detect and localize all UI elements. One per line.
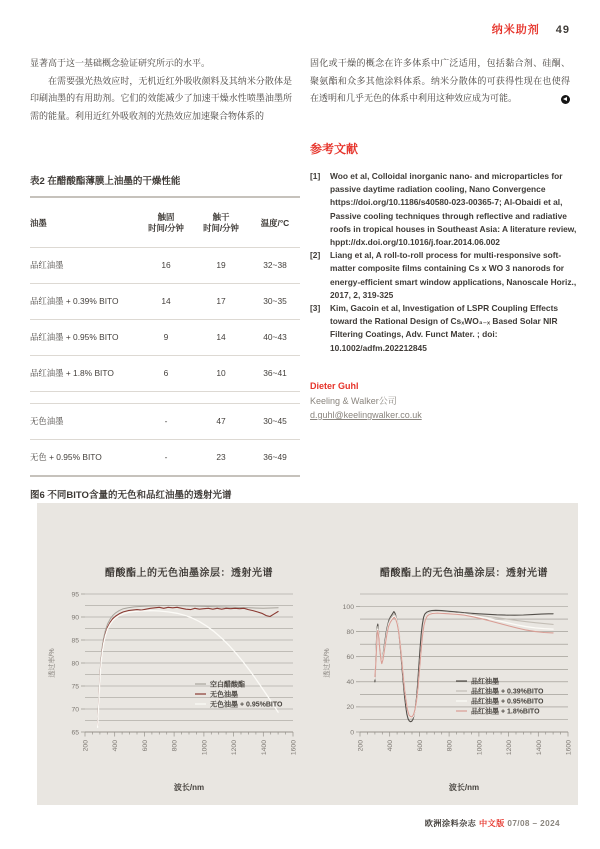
table-cell-label: 品红油墨 + 0.39% BITO — [30, 296, 119, 306]
references-list — [310, 170, 578, 355]
svg-text:1400: 1400 — [535, 740, 543, 756]
figure-box — [37, 503, 578, 805]
svg-text:40: 40 — [346, 679, 354, 687]
svg-text:800: 800 — [171, 740, 179, 752]
svg-text:400: 400 — [387, 740, 395, 752]
table-row — [30, 284, 300, 320]
legend-label: 品红油墨 + 0.95%BITO — [471, 698, 544, 706]
svg-text:200: 200 — [82, 740, 90, 752]
svg-text:400: 400 — [112, 740, 120, 752]
table-cell-label: 无色 + 0.95% BITO — [30, 452, 102, 462]
reference-item: [1] Woo et al, Colloidal inorganic nano- and microparticles for passive daytime radiation cooling, Nano Convergence https://doi.org/10.1186/s40580-023-00365-7; Al-Obaidi et al, Passive cooling techniques through reflective and radiative roofs in tropical houses in Southeast Asia: A literature review, hppt://dx.doi.org/10.1016/j.foar.2014.06.002 — [310, 171, 577, 248]
series-line — [98, 611, 279, 728]
author-email-link[interactable]: d.guhl@keelingwalker.co.uk — [310, 410, 422, 420]
svg-text:65: 65 — [71, 729, 79, 737]
table-row — [30, 248, 300, 284]
svg-text:1200: 1200 — [506, 740, 514, 756]
table-cell-value: 30~35 — [263, 296, 287, 306]
svg-text:0: 0 — [350, 729, 354, 737]
table-cell-label: 品红油墨 + 1.8% BITO — [30, 368, 114, 378]
chart-title-right: 醋酸酯上的无色油墨涂层：透射光谱 — [380, 568, 548, 579]
table-cell-value: 47 — [216, 416, 226, 426]
figure-caption: 图6 不同BITO含量的无色和品红油墨的透射光谱 — [30, 490, 232, 501]
references-heading: 参考文献 — [310, 142, 359, 156]
legend-label: 无色油墨 — [210, 691, 238, 699]
svg-text:70: 70 — [71, 706, 79, 714]
table-column-header: 温度/°C — [260, 217, 290, 228]
table-cell-value: 19 — [216, 260, 226, 270]
author-name: Dieter Guhl — [310, 381, 359, 391]
svg-text:100: 100 — [342, 603, 354, 611]
svg-text:1400: 1400 — [260, 740, 268, 756]
svg-text:透过率/%: 透过率/% — [49, 648, 56, 678]
issue-label: 07/08 – 2024 — [507, 819, 560, 828]
table-cell-value: 6 — [163, 368, 169, 378]
legend-label: 无色油墨 + 0.95%BITO — [210, 701, 283, 709]
legend-label: 空白醋酸酯 — [210, 681, 245, 689]
table-cell-value: 9 — [163, 332, 169, 342]
table-cell-value: 30~45 — [263, 416, 287, 426]
svg-text:60: 60 — [346, 654, 354, 661]
right-column-text — [310, 55, 570, 108]
transmission-chart-magenta — [320, 588, 578, 800]
references-section — [310, 140, 578, 355]
svg-text:90: 90 — [71, 614, 79, 622]
page-footer — [425, 818, 560, 829]
table-cell-value: 40~43 — [263, 332, 287, 342]
table-header-row — [30, 197, 300, 248]
paragraph — [310, 55, 570, 108]
svg-text:800: 800 — [446, 740, 454, 752]
table-cell-value: 32~38 — [263, 260, 287, 270]
svg-text:200: 200 — [357, 740, 365, 752]
reference-item: [2] Liang et al, A roll-to-roll process for multi-responsive soft-matter composite films containing Cs x WO 3 nanorods for energy-efficient smart window applications, Nanoscale Horiz., 2017, 2, 319-325 — [310, 250, 577, 300]
paragraph: 显著高于这一基础概念验证研究所示的水平。 — [30, 58, 211, 68]
table-row — [30, 440, 300, 477]
legend-label: 品红油墨 — [471, 678, 499, 686]
table-body — [30, 248, 300, 477]
table-cell-label: 品红油墨 — [30, 260, 64, 270]
table-column-header: 触固 时间/分钟 — [148, 212, 184, 233]
paragraph-text: 固化或干燥的概念在许多体系中广泛适用，包括黏合剂、硅酮、聚氨酯和众多其他涂料体系。纳米分散体的可获得性现在也使得在透明和几乎无色的体系中利用这种效应成为可能。 — [310, 58, 570, 104]
transmission-chart-colorless — [45, 588, 303, 800]
drying-performance-table — [30, 196, 300, 477]
svg-text:1000: 1000 — [476, 740, 484, 756]
svg-text:600: 600 — [416, 740, 424, 752]
table-cell-label: 品红油墨 + 0.95% BITO — [30, 332, 119, 342]
chart-title-left: 醋酸酯上的无色油墨涂层：透射光谱 — [105, 568, 273, 579]
table-row — [30, 320, 300, 356]
legend-label: 品红油墨 + 0.39%BITO — [471, 688, 544, 696]
svg-text:80: 80 — [346, 628, 354, 636]
page-header — [492, 21, 570, 37]
table-cell-value: 17 — [216, 296, 226, 306]
svg-text:1600: 1600 — [290, 740, 298, 756]
svg-text:85: 85 — [71, 637, 79, 645]
table-row — [30, 404, 300, 440]
table-cell-value: 10 — [216, 368, 226, 378]
table-cell-value: 36~49 — [263, 452, 287, 462]
page-number: 49 — [555, 24, 570, 36]
svg-text:1600: 1600 — [565, 740, 573, 756]
drying-performance-table-block — [30, 173, 300, 477]
svg-text:95: 95 — [71, 591, 79, 599]
svg-text:透过率/%: 透过率/% — [324, 648, 331, 678]
svg-text:20: 20 — [346, 704, 354, 712]
svg-text:600: 600 — [141, 740, 149, 752]
table-cell-label: 无色油墨 — [30, 416, 64, 426]
table-column-header: 油墨 — [30, 217, 47, 228]
journal-name: 欧洲涂料杂志 — [424, 819, 477, 828]
table-title: 表2 在醋酸酯薄膜上油墨的干燥性能 — [30, 176, 181, 187]
table-cell-value: - — [164, 416, 168, 426]
author-block — [310, 379, 422, 423]
table-cell-value: 14 — [216, 332, 226, 342]
svg-text:1000: 1000 — [201, 740, 209, 756]
svg-text:波长/nm: 波长/nm — [173, 783, 205, 792]
section-title: 纳米助剂 — [491, 24, 540, 36]
svg-text:75: 75 — [71, 683, 79, 691]
paragraph: 在需要强光热效应时，无机近红外吸收颜料及其纳米分散体是印刷油墨的有用助剂。它们的效能减少了加速干燥水性喷墨油墨所需的能量。利用近红外吸收剂的光热效应加速聚合物体系的 — [30, 75, 292, 121]
table-cell-value: 16 — [161, 260, 171, 270]
author-company: Keeling & Walker公司 — [310, 395, 397, 406]
svg-text:波长/nm: 波长/nm — [448, 783, 480, 792]
table-row — [30, 356, 300, 392]
table-cell-value: 36~41 — [263, 368, 287, 378]
article-end-icon — [561, 95, 570, 104]
table-cell-value: - — [164, 452, 168, 462]
svg-text:80: 80 — [71, 660, 79, 668]
reference-item: [3] Kim, Gacoin et al, Investigation of LSPR Coupling Effects toward the Rational Design of CsₓWO₃₋ₓ Based Solar NIR Filtering Coatings, Adv. Funct Mater. ; doi: 10.1002/adfm.202212845 — [310, 303, 559, 353]
table-spacer-row — [30, 392, 300, 404]
table-cell-value: 23 — [216, 452, 226, 462]
svg-text:1200: 1200 — [231, 740, 239, 756]
legend-label: 品红油墨 + 1.8%BITO — [471, 708, 540, 716]
edition-label: 中文版 — [478, 819, 505, 828]
table-cell-value: 14 — [161, 296, 171, 306]
table-column-header: 触干 时间/分钟 — [203, 212, 239, 233]
left-column-text — [30, 55, 292, 125]
